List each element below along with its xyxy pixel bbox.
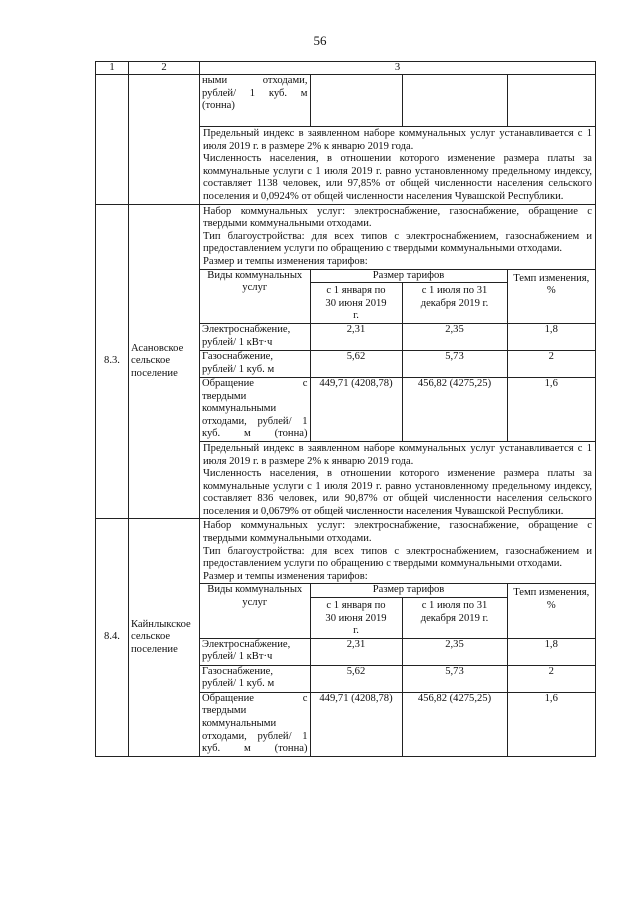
row-continuation (96, 75, 596, 205)
tariff-value-jan (310, 75, 402, 126)
tariff-row (200, 377, 595, 441)
th-tariff-size: Размер тарифов (310, 269, 507, 283)
tariff-header-row (200, 269, 595, 283)
header-col-2: 2 (129, 62, 200, 75)
text-block (200, 126, 595, 204)
th-service-kinds: Виды коммунальных услуг (200, 584, 310, 638)
tariff-rate: 1,6 (507, 377, 595, 441)
tariff-value-jan: 449,71 (4208,78) (310, 692, 402, 756)
th-change-rate: Темп изменения, % (507, 269, 595, 323)
tariff-row (200, 638, 595, 665)
row-number: 8.3. (96, 204, 129, 519)
header-row (96, 62, 596, 75)
th-service-kinds: Виды коммунальных услуг (200, 269, 310, 323)
tariff-header-row (200, 584, 595, 598)
th-period-jul: с 1 июля по 31 декабря 2019 г. (402, 283, 507, 324)
settlement-name (129, 75, 200, 205)
settlement-name: Асановское сельское поселение (129, 204, 200, 519)
row-content (200, 75, 596, 205)
index-paragraph: Предельный индекс в заявленном наборе коммунальных услуг устанавливается с 1 июля 2019 г. в размере 2% к январю 2019 года. (203, 442, 592, 467)
tariff-document-table (95, 61, 596, 757)
text-block (200, 441, 595, 519)
tariff-value-jan: 5,62 (310, 665, 402, 692)
service-name: Электроснабжение, рублей/ 1 кВт·ч (200, 323, 310, 350)
tariff-rate: 2 (507, 665, 595, 692)
settlement-name: Кайнлыкское сельское поселение (129, 519, 200, 756)
tariff-title: Размер и темпы изменения тарифов: (203, 255, 368, 267)
tariff-row (200, 692, 595, 756)
tariff-rate (507, 75, 595, 126)
th-change-rate: Темп изменения, % (507, 584, 595, 638)
th-tariff-size: Размер тарифов (310, 584, 507, 598)
tariff-value-jan: 5,62 (310, 350, 402, 377)
service-name: Газоснабжение, рублей/ 1 куб. м (200, 350, 310, 377)
row-8-3 (96, 204, 596, 519)
tariff-rate: 1,6 (507, 692, 595, 756)
improvement-type-paragraph: Тип благоустройства: для всех типов с электроснабжением, газоснабжением и предоставлением услуги по обращению с твердыми коммунальными отходами. (203, 545, 592, 570)
index-paragraph: Предельный индекс в заявленном наборе коммунальных услуг устанавливается с 1 июля 2019 г. в размере 2% к январю 2019 года. (203, 128, 592, 152)
tariff-value-jul: 5,73 (402, 665, 507, 692)
text-block (200, 205, 595, 269)
header-col-1: 1 (96, 62, 129, 75)
tariff-row (200, 665, 595, 692)
tariff-value-jul: 2,35 (402, 323, 507, 350)
tariff-rate: 1,8 (507, 638, 595, 665)
tariff-value-jan: 2,31 (310, 323, 402, 350)
tariff-table (200, 269, 595, 441)
tariff-rate: 2 (507, 350, 595, 377)
tariff-title: Размер и темпы изменения тарифов: (203, 570, 368, 582)
th-period-jan: с 1 января по 30 июня 2019 г. (310, 598, 402, 639)
row-content (200, 519, 596, 756)
tariff-row (200, 75, 595, 126)
population-paragraph: Численность населения, в отношении которого изменение размера платы за коммунальные услуги с 1 июля 2019 г. равно установленному предельному индексу, составляет 1138 человек, или 97,85% от общей численности населения сельского поселения и 0,0924% от общей численности населения Чувашской Республики. (203, 153, 592, 202)
row-content (200, 204, 596, 519)
improvement-type-paragraph: Тип благоустройства: для всех типов с электроснабжением, газоснабжением и предоставлением услуги по обращению с твердыми коммунальными отходами. (203, 230, 592, 255)
text-block (200, 519, 595, 583)
services-set-paragraph: Набор коммунальных услуг: электроснабжение, газоснабжение, обращение с твердыми коммунальными отходами. (203, 520, 592, 545)
service-name: ными отходами, рублей/ 1 куб. м (тонна) (200, 75, 310, 126)
tariff-value-jul: 456,82 (4275,25) (402, 377, 507, 441)
service-name: Обращение с твердыми коммунальными отходами, рублей/ 1 куб. м (тонна) (200, 377, 310, 441)
header-col-3: 3 (200, 62, 596, 75)
tariff-value-jul: 5,73 (402, 350, 507, 377)
tariff-table (200, 583, 595, 755)
th-period-jul: с 1 июля по 31 декабря 2019 г. (402, 598, 507, 639)
tariff-value-jan: 2,31 (310, 638, 402, 665)
tariff-value-jan: 449,71 (4208,78) (310, 377, 402, 441)
page-number: 56 (313, 33, 327, 48)
tariff-row (200, 350, 595, 377)
tariff-row (200, 323, 595, 350)
population-paragraph: Численность населения, в отношении которого изменение размера платы за коммунальные услуги с 1 июля 2019 г. равно установленному предельному индексу, составляет 836 человек, или 90,87% от общей численности населения сельского поселения и 0,0679% от общей численности населения Чувашской Республики. (203, 468, 592, 517)
service-name: Электроснабжение, рублей/ 1 кВт·ч (200, 638, 310, 665)
tariff-value-jul (402, 75, 507, 126)
th-period-jan: с 1 января по 30 июня 2019 г. (310, 283, 402, 324)
service-name: Газоснабжение, рублей/ 1 куб. м (200, 665, 310, 692)
row-number: 8.4. (96, 519, 129, 756)
tariff-rate: 1,8 (507, 323, 595, 350)
row-number (96, 75, 129, 205)
row-8-4 (96, 519, 596, 756)
services-set-paragraph: Набор коммунальных услуг: электроснабжение, газоснабжение, обращение с твердыми коммунальными отходами. (203, 205, 592, 230)
tariff-table-continuation (200, 75, 595, 126)
tariff-value-jul: 2,35 (402, 638, 507, 665)
tariff-value-jul: 456,82 (4275,25) (402, 692, 507, 756)
service-name: Обращение с твердыми коммунальными отходами, рублей/ 1 куб. м (тонна) (200, 692, 310, 756)
